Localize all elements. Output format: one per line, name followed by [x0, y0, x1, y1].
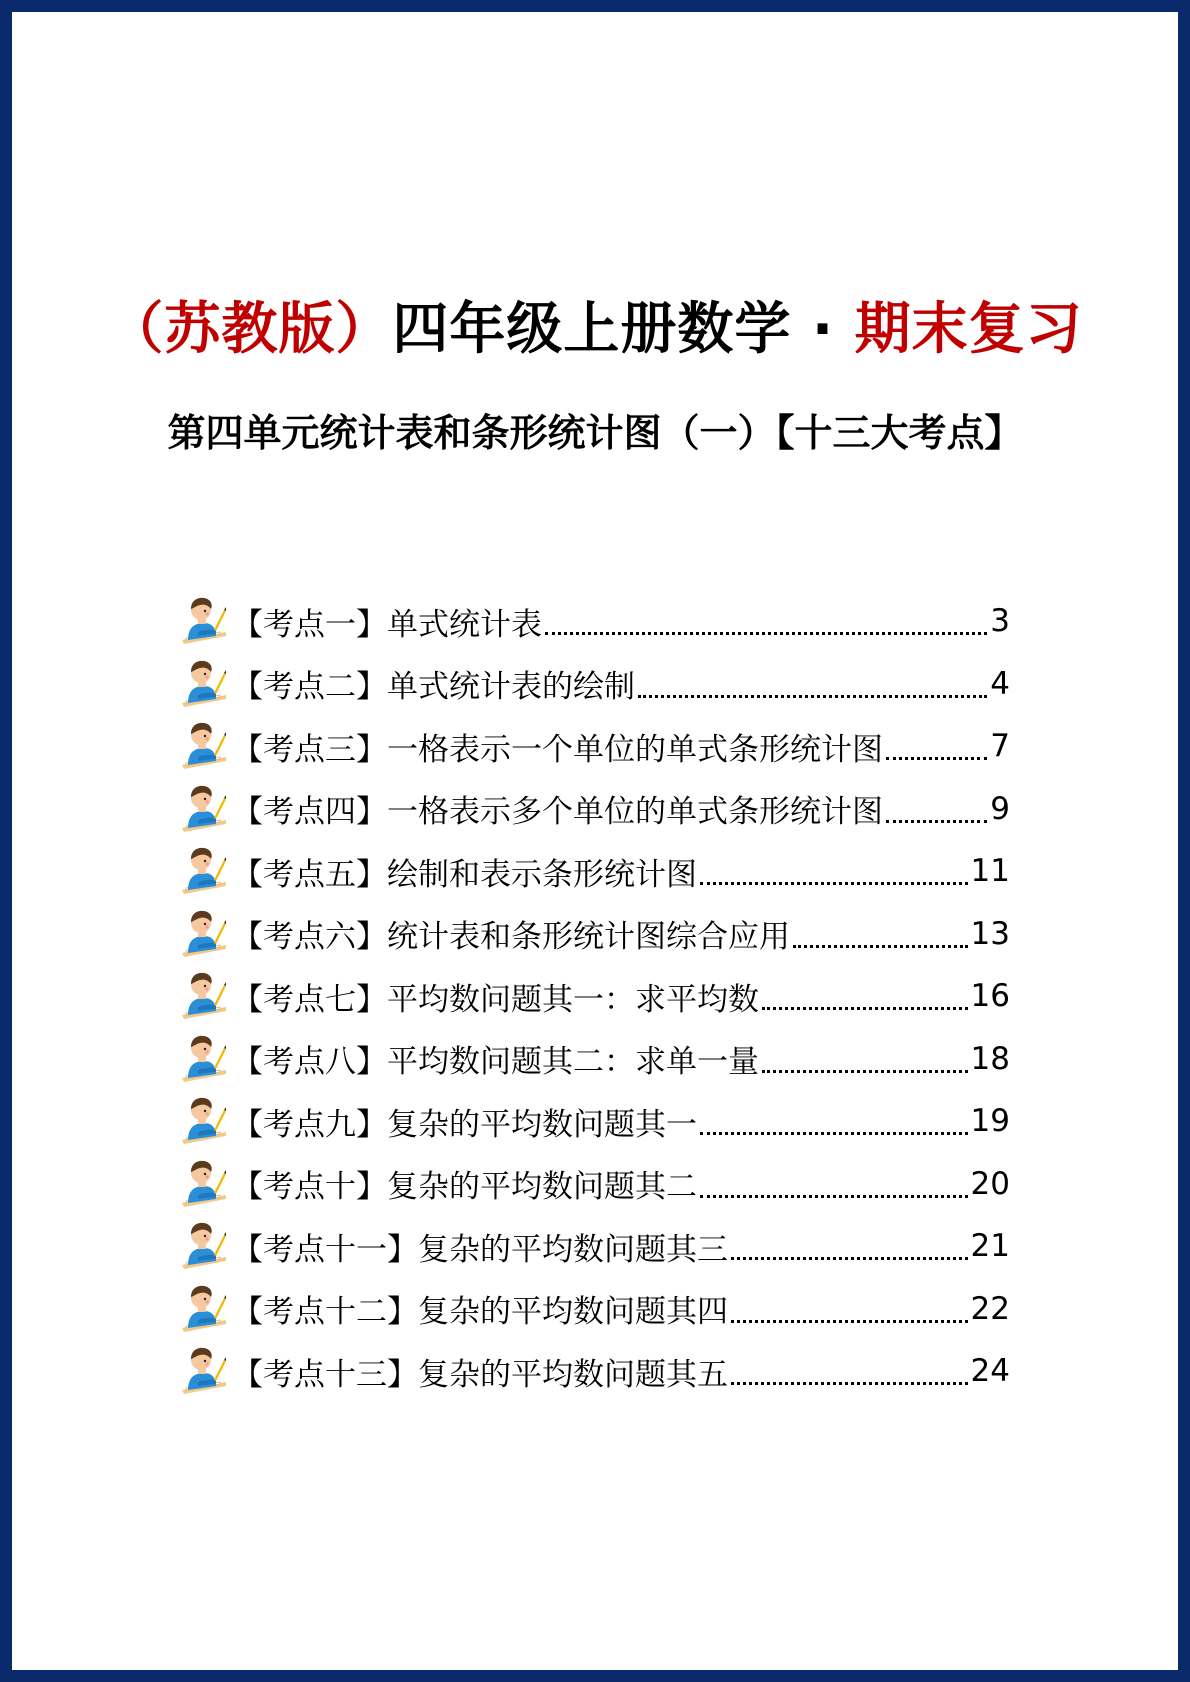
- toc-leader-dots: [731, 1256, 968, 1260]
- toc-item-label: 【考点二】单式统计表的绘制: [232, 669, 635, 706]
- toc-item-page: 19: [970, 1103, 1010, 1140]
- toc-item-6[interactable]: [180, 903, 1010, 966]
- toc-item-page: 22: [970, 1290, 1010, 1327]
- toc-leader-dots: [886, 819, 987, 823]
- student-studying-icon: [180, 659, 228, 709]
- toc-item-label: 【考点四】一格表示多个单位的单式条形统计图: [232, 794, 883, 831]
- toc-item-4[interactable]: [180, 778, 1010, 841]
- toc-leader-dots: [731, 1381, 968, 1385]
- toc-item-page: 9: [990, 790, 1010, 827]
- toc-item-page: 7: [990, 728, 1010, 765]
- toc-item-10[interactable]: [180, 1153, 1010, 1216]
- title-edition: （苏教版）: [107, 297, 393, 362]
- toc-item-label: 【考点七】平均数问题其一：求平均数: [232, 981, 759, 1018]
- student-studying-icon: [180, 846, 228, 896]
- student-studying-icon: [180, 909, 228, 959]
- toc-item-label: 【考点十三】复杂的平均数问题其五: [232, 1356, 728, 1393]
- toc-item-label: 【考点十二】复杂的平均数问题其四: [232, 1294, 728, 1331]
- toc-item-label: 【考点六】统计表和条形统计图综合应用: [232, 919, 790, 956]
- table-of-contents: [180, 590, 1010, 1403]
- student-studying-icon: [180, 1221, 228, 1271]
- toc-item-label: 【考点十一】复杂的平均数问题其三: [232, 1231, 728, 1268]
- toc-item-page: 13: [970, 915, 1010, 952]
- toc-leader-dots: [638, 694, 987, 698]
- toc-leader-dots: [700, 1131, 968, 1135]
- toc-leader-dots: [886, 756, 987, 760]
- toc-item-9[interactable]: [180, 1090, 1010, 1153]
- toc-item-page: 3: [990, 603, 1010, 640]
- toc-item-label: 【考点五】绘制和表示条形统计图: [232, 856, 697, 893]
- toc-item-7[interactable]: [180, 965, 1010, 1028]
- toc-leader-dots: [700, 1194, 968, 1198]
- toc-item-11[interactable]: [180, 1215, 1010, 1278]
- student-studying-icon: [180, 1034, 228, 1084]
- toc-leader-dots: [762, 1069, 968, 1073]
- toc-item-label: 【考点八】平均数问题其二：求单一量: [232, 1044, 759, 1081]
- student-studying-icon: [180, 596, 228, 646]
- student-studying-icon: [180, 1284, 228, 1334]
- student-studying-icon: [180, 1159, 228, 1209]
- toc-item-label: 【考点三】一格表示一个单位的单式条形统计图: [232, 731, 883, 768]
- toc-item-page: 24: [970, 1353, 1010, 1390]
- student-studying-icon: [180, 784, 228, 834]
- toc-item-label: 【考点一】单式统计表: [232, 606, 542, 643]
- toc-item-5[interactable]: [180, 840, 1010, 903]
- toc-leader-dots: [793, 944, 968, 948]
- toc-item-page: 18: [970, 1040, 1010, 1077]
- toc-item-page: 21: [970, 1228, 1010, 1265]
- title-subject: 四年级上册数学 ·: [392, 297, 855, 362]
- toc-item-12[interactable]: [180, 1278, 1010, 1341]
- student-studying-icon: [180, 721, 228, 771]
- page-subtitle: 第四单元统计表和条形统计图（一）【十三大考点】: [167, 411, 1023, 455]
- toc-item-3[interactable]: [180, 715, 1010, 778]
- toc-item-13[interactable]: [180, 1340, 1010, 1403]
- student-studying-icon: [180, 971, 228, 1021]
- toc-item-page: 4: [990, 665, 1010, 702]
- toc-item-2[interactable]: [180, 653, 1010, 716]
- toc-item-page: 11: [970, 853, 1010, 890]
- toc-item-label: 【考点十】复杂的平均数问题其二: [232, 1169, 697, 1206]
- toc-leader-dots: [700, 881, 968, 885]
- toc-leader-dots: [762, 1006, 968, 1010]
- student-studying-icon: [180, 1096, 228, 1146]
- toc-leader-dots: [545, 631, 987, 635]
- page-title: [0, 292, 1190, 368]
- toc-leader-dots: [731, 1319, 968, 1323]
- toc-item-8[interactable]: [180, 1028, 1010, 1091]
- toc-item-page: 20: [970, 1165, 1010, 1202]
- toc-item-page: 16: [970, 978, 1010, 1015]
- toc-item-1[interactable]: [180, 590, 1010, 653]
- student-studying-icon: [180, 1346, 228, 1396]
- toc-item-label: 【考点九】复杂的平均数问题其一: [232, 1106, 697, 1143]
- title-review: 期末复习: [854, 297, 1083, 362]
